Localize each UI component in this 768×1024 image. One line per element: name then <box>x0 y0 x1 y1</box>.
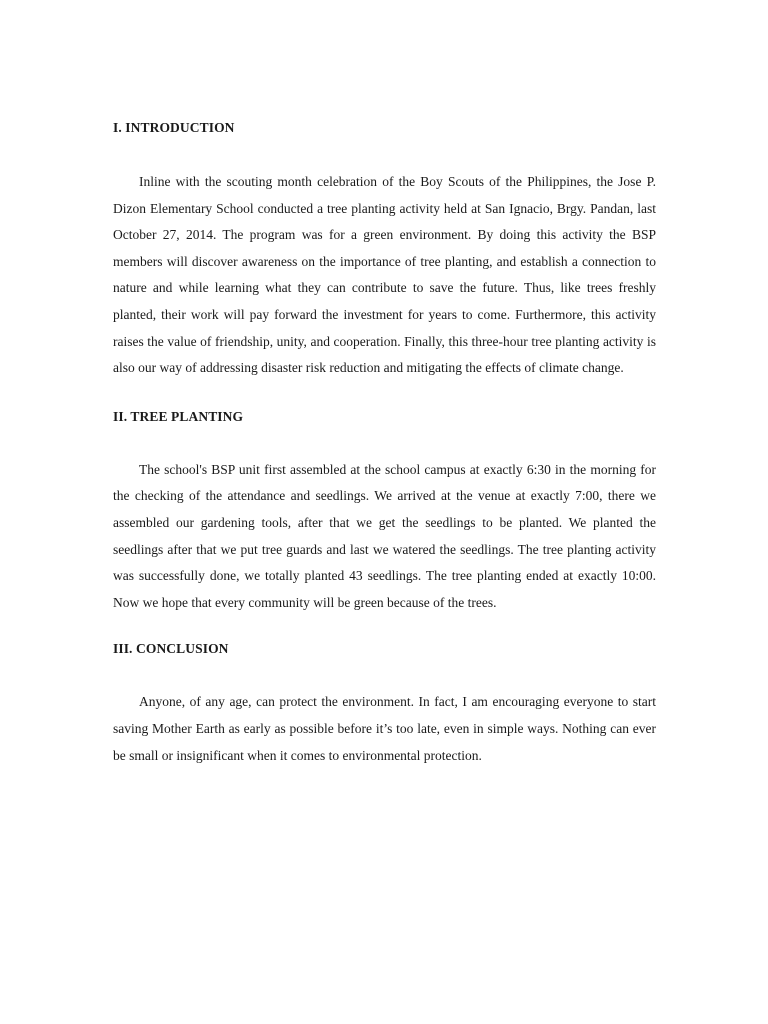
section-heading-introduction: I. INTRODUCTION <box>113 120 235 135</box>
introduction-paragraph: Inline with the scouting month celebration of the Boy Scouts of the Philippines, the Jose P. Dizon Elementary School conducted a tree planting activity held at San Ignacio, Brgy. Pandan, last October 27, 2014. The program was for a green environment. By doing this activity the BSP members will discover awareness on the importance of tree planting, and establish a connection to nature and while learning what they can contribute to save the future. Thus, like trees freshly planted, their work will pay forward the investment for years to come. Furthermore, this activity raises the value of friendship, unity, and cooperation. Finally, this three-hour tree planting activity is also our way of addressing disaster risk reduction and mitigating the effects of climate change. <box>113 174 656 376</box>
document-body <box>113 118 656 769</box>
conclusion-paragraph: Anyone, of any age, can protect the environment. In fact, I am encouraging everyone to start saving Mother Earth as early as possible before it’s too late, even in simple ways. Nothing can ever be small or insignificant when it comes to environmental protection. <box>113 694 656 763</box>
tree-planting-paragraph: The school's BSP unit first assembled at the school campus at exactly 6:30 in the morning for the checking of the attendance and seedlings. We arrived at the venue at exactly 7:00, there we assembled our gardening tools, after that we get the seedlings to be planted. We planted the seedlings after that we put tree guards and last we watered the seedlings. The tree planting activity was successfully done, we totally planted 43 seedlings. The tree planting ended at exactly 10:00. Now we hope that every community will be green because of the trees. <box>113 461 656 610</box>
section-heading-tree-planting: II. TREE PLANTING <box>113 408 244 424</box>
section-heading-conclusion: III. CONCLUSION <box>113 641 229 657</box>
